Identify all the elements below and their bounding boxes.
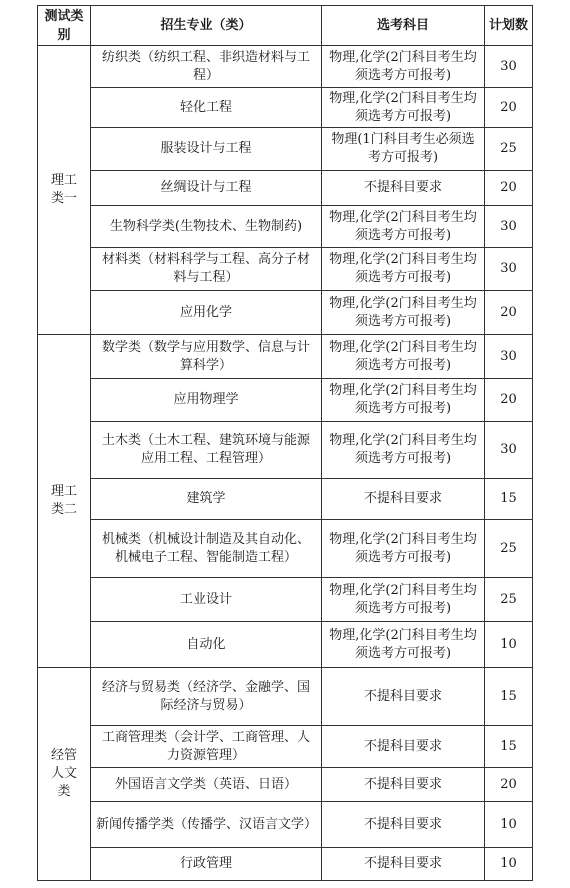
plan-cell: 25 — [485, 520, 533, 578]
table-row — [38, 422, 533, 479]
plan-cell: 20 — [485, 768, 533, 802]
header-major: 招生专业（类） — [91, 6, 322, 46]
plan-cell: 10 — [485, 848, 533, 881]
plan-cell: 30 — [485, 422, 533, 479]
plan-cell: 15 — [485, 668, 533, 726]
admission-plan-table — [37, 5, 533, 881]
plan-cell: 10 — [485, 622, 533, 668]
major-cell: 外国语言文学类（英语、日语） — [91, 768, 322, 802]
subjects-cell: 物理,化学(2门科目考生均须选考方可报考) — [322, 422, 485, 479]
subjects-cell: 不提科目要求 — [322, 171, 485, 206]
table-row — [38, 128, 533, 171]
plan-cell: 10 — [485, 802, 533, 848]
table-row — [38, 46, 533, 88]
plan-cell: 30 — [485, 335, 533, 379]
subjects-cell: 不提科目要求 — [322, 668, 485, 726]
plan-cell: 20 — [485, 171, 533, 206]
subjects-cell: 物理,化学(2门科目考生均须选考方可报考) — [322, 291, 485, 335]
table-row — [38, 88, 533, 128]
table-row — [38, 291, 533, 335]
subjects-cell: 物理,化学(2门科目考生均须选考方可报考) — [322, 520, 485, 578]
table-row — [38, 668, 533, 726]
major-cell: 服装设计与工程 — [91, 128, 322, 171]
plan-cell: 25 — [485, 578, 533, 622]
plan-cell: 20 — [485, 88, 533, 128]
major-cell: 纺织类（纺织工程、非织造材料与工程） — [91, 46, 322, 88]
subjects-cell: 物理,化学(2门科目考生均须选考方可报考) — [322, 248, 485, 291]
major-cell: 应用物理学 — [91, 379, 322, 422]
major-cell: 材料类（材料科学与工程、高分子材料与工程） — [91, 248, 322, 291]
subjects-cell: 不提科目要求 — [322, 848, 485, 881]
major-cell: 机械类（机械设计制造及其自动化、机械电子工程、智能制造工程） — [91, 520, 322, 578]
table-row — [38, 379, 533, 422]
subjects-cell: 物理,化学(2门科目考生均须选考方可报考) — [322, 46, 485, 88]
major-cell: 数学类（数学与应用数学、信息与计算科学） — [91, 335, 322, 379]
header-plan: 计划数 — [485, 6, 533, 46]
subjects-cell: 不提科目要求 — [322, 479, 485, 520]
major-cell: 自动化 — [91, 622, 322, 668]
major-cell: 经济与贸易类（经济学、金融学、国际经济与贸易） — [91, 668, 322, 726]
category-cell: 理工类一 — [38, 46, 91, 335]
major-cell: 生物科学类(生物技术、生物制药) — [91, 206, 322, 248]
table-row — [38, 520, 533, 578]
header-subjects: 选考科目 — [322, 6, 485, 46]
subjects-cell: 物理,化学(2门科目考生均须选考方可报考) — [322, 335, 485, 379]
major-cell: 土木类（土木工程、建筑环境与能源应用工程、工程管理） — [91, 422, 322, 479]
table-row — [38, 622, 533, 668]
major-cell: 轻化工程 — [91, 88, 322, 128]
table-row — [38, 726, 533, 768]
major-cell: 建筑学 — [91, 479, 322, 520]
plan-cell: 30 — [485, 46, 533, 88]
table-row — [38, 578, 533, 622]
subjects-cell: 物理(1门科目考生必须选考方可报考) — [322, 128, 485, 171]
subjects-cell: 不提科目要求 — [322, 768, 485, 802]
table-row — [38, 335, 533, 379]
table-row — [38, 768, 533, 802]
table-row — [38, 206, 533, 248]
major-cell: 应用化学 — [91, 291, 322, 335]
subjects-cell: 物理,化学(2门科目考生均须选考方可报考) — [322, 88, 485, 128]
plan-cell: 20 — [485, 291, 533, 335]
major-cell: 丝绸设计与工程 — [91, 171, 322, 206]
plan-cell: 25 — [485, 128, 533, 171]
table-row — [38, 171, 533, 206]
table-row — [38, 802, 533, 848]
plan-cell: 30 — [485, 206, 533, 248]
major-cell: 新闻传播学类（传播学、汉语言文学） — [91, 802, 322, 848]
table-row — [38, 248, 533, 291]
plan-cell: 20 — [485, 379, 533, 422]
major-cell: 工商管理类（会计学、工商管理、人力资源管理） — [91, 726, 322, 768]
subjects-cell: 不提科目要求 — [322, 802, 485, 848]
category-cell: 经管人文类 — [38, 668, 91, 881]
header-category: 测试类别 — [38, 6, 91, 46]
plan-cell: 15 — [485, 726, 533, 768]
header-row — [38, 6, 533, 46]
subjects-cell: 物理,化学(2门科目考生均须选考方可报考) — [322, 622, 485, 668]
subjects-cell: 物理,化学(2门科目考生均须选考方可报考) — [322, 379, 485, 422]
table-row — [38, 848, 533, 881]
subjects-cell: 不提科目要求 — [322, 726, 485, 768]
subjects-cell: 物理,化学(2门科目考生均须选考方可报考) — [322, 206, 485, 248]
major-cell: 工业设计 — [91, 578, 322, 622]
category-cell: 理工类二 — [38, 335, 91, 668]
plan-cell: 30 — [485, 248, 533, 291]
plan-cell: 15 — [485, 479, 533, 520]
major-cell: 行政管理 — [91, 848, 322, 881]
table-row — [38, 479, 533, 520]
subjects-cell: 物理,化学(2门科目考生均须选考方可报考) — [322, 578, 485, 622]
